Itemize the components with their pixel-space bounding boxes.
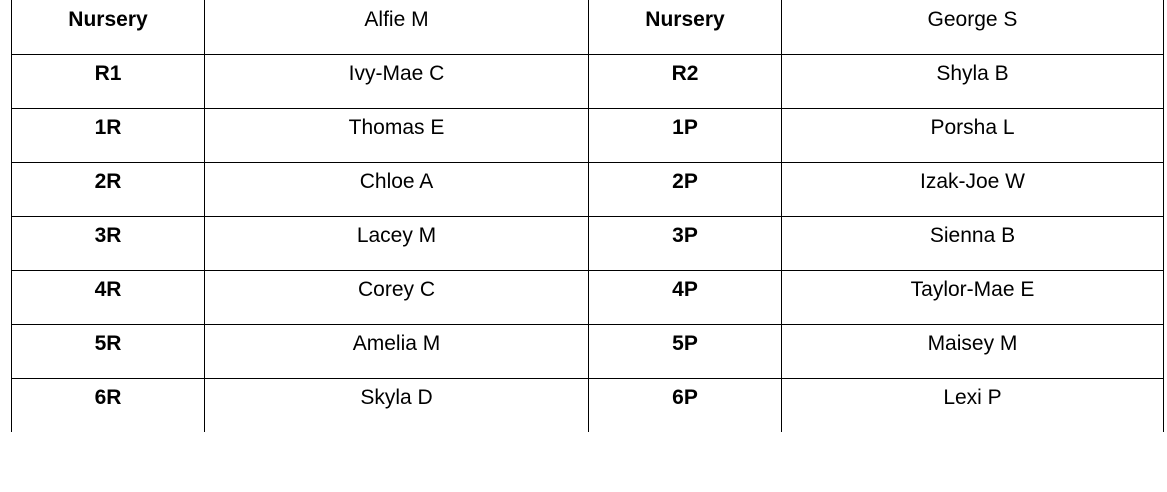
left-class-cell: 6R: [12, 378, 205, 432]
table-row: [12, 162, 1164, 216]
left-name-cell: Amelia M: [205, 324, 589, 378]
right-name-cell: Izak-Joe W: [782, 162, 1164, 216]
left-class-cell: R1: [12, 54, 205, 108]
right-class-cell: 2P: [589, 162, 782, 216]
left-class-cell: 4R: [12, 270, 205, 324]
left-class-cell: 1R: [12, 108, 205, 162]
left-class-cell: 5R: [12, 324, 205, 378]
right-name-cell: Porsha L: [782, 108, 1164, 162]
right-name-cell: Shyla B: [782, 54, 1164, 108]
right-class-cell: 4P: [589, 270, 782, 324]
table-row: [12, 54, 1164, 108]
table-row: [12, 324, 1164, 378]
table-row: [12, 270, 1164, 324]
left-name-cell: Skyla D: [205, 378, 589, 432]
left-name-cell: Alfie M: [205, 0, 589, 54]
right-name-cell: Sienna B: [782, 216, 1164, 270]
left-class-cell: 3R: [12, 216, 205, 270]
right-name-cell: Lexi P: [782, 378, 1164, 432]
left-name-cell: Lacey M: [205, 216, 589, 270]
table-row: [12, 108, 1164, 162]
right-name-cell: Maisey M: [782, 324, 1164, 378]
left-name-cell: Chloe A: [205, 162, 589, 216]
right-class-cell: 6P: [589, 378, 782, 432]
left-class-cell: Nursery: [12, 0, 205, 54]
left-name-cell: Ivy-Mae C: [205, 54, 589, 108]
right-class-cell: Nursery: [589, 0, 782, 54]
right-name-cell: Taylor-Mae E: [782, 270, 1164, 324]
table-row: [12, 0, 1164, 54]
left-name-cell: Corey C: [205, 270, 589, 324]
right-class-cell: R2: [589, 54, 782, 108]
left-name-cell: Thomas E: [205, 108, 589, 162]
right-class-cell: 5P: [589, 324, 782, 378]
right-class-cell: 1P: [589, 108, 782, 162]
table-row: [12, 378, 1164, 432]
left-class-cell: 2R: [12, 162, 205, 216]
class-name-table: [11, 0, 1164, 432]
right-class-cell: 3P: [589, 216, 782, 270]
right-name-cell: George S: [782, 0, 1164, 54]
table-row: [12, 216, 1164, 270]
